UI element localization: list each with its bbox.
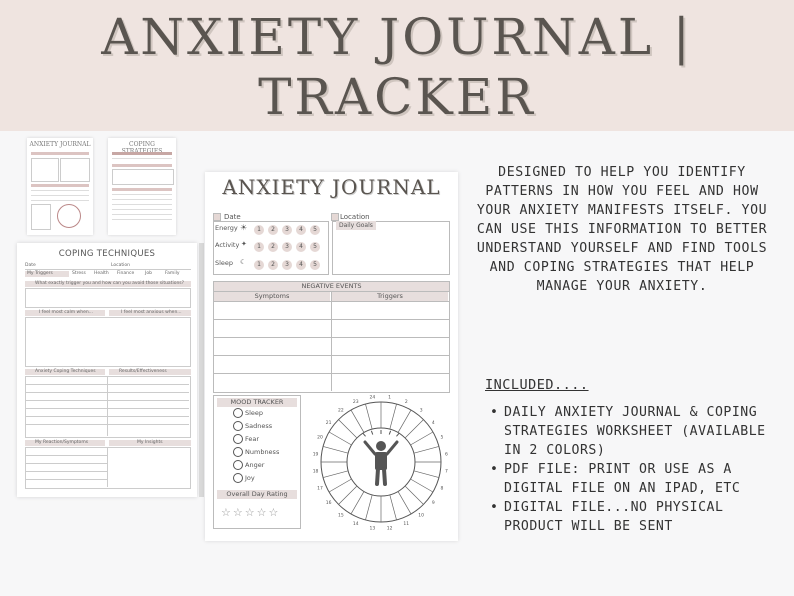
wheel-number: 22 bbox=[337, 408, 344, 414]
wheel-number: 11 bbox=[403, 521, 410, 527]
coping-question-field[interactable] bbox=[25, 288, 191, 308]
mood-option[interactable]: Sleep bbox=[233, 408, 263, 418]
wheel-number: 4 bbox=[431, 420, 435, 426]
wheel-number: 7 bbox=[444, 469, 448, 475]
mood-option[interactable]: Numbness bbox=[233, 447, 279, 457]
wheel-spoke bbox=[365, 495, 372, 520]
wheel-number: 1 bbox=[388, 395, 392, 401]
coping-triggers-label: My Triggers bbox=[27, 271, 53, 276]
radiance-mark bbox=[363, 433, 366, 436]
triggers-header: Triggers bbox=[332, 292, 448, 301]
wheel-spoke bbox=[405, 486, 423, 504]
anxiety-journal-page[interactable] bbox=[205, 172, 458, 541]
radiance-mark bbox=[396, 433, 399, 436]
wheel-spoke bbox=[390, 495, 397, 520]
wheel-number: 18 bbox=[312, 469, 319, 475]
mood-tracker-header: MOOD TRACKER bbox=[217, 398, 297, 407]
sleep-scale-4[interactable]: 4 bbox=[296, 260, 306, 270]
person-leg-icon bbox=[377, 469, 378, 484]
wheel-number: 6 bbox=[444, 452, 448, 458]
trigger-option[interactable]: Finance bbox=[117, 271, 135, 276]
mood-option[interactable]: Fear bbox=[233, 434, 259, 444]
journal-location-label: Location bbox=[340, 213, 370, 221]
wheel-spoke bbox=[323, 471, 348, 478]
wheel-spoke bbox=[405, 420, 423, 438]
wheel-number: 2 bbox=[404, 400, 408, 406]
wheel-spoke bbox=[323, 446, 348, 453]
wheel-spoke bbox=[365, 404, 372, 429]
mood-checkbox-icon[interactable] bbox=[233, 473, 243, 483]
included-list bbox=[490, 403, 780, 536]
wheel-spoke bbox=[339, 486, 357, 504]
thumbnail-anxiety-journal[interactable] bbox=[27, 138, 93, 235]
page-divider bbox=[199, 243, 204, 497]
mood-option[interactable]: Joy bbox=[233, 473, 255, 483]
trigger-option[interactable]: Job bbox=[145, 271, 152, 276]
description-text: DESIGNED TO HELP YOU IDENTIFY PATTERNS IN HOW YOU FEEL AND HOW YOUR ANXIETY MANIFESTS ITSELF. YOU CAN USE THIS INFORMATION TO BETTER UNDERSTAND YOURSELF AND FIND TOOLS AND COPING STRATEGIES THAT HELP MANAGE YOUR ANXIETY. bbox=[476, 165, 768, 294]
wheel-number: 9 bbox=[431, 501, 435, 507]
trigger-option[interactable]: Family bbox=[165, 271, 180, 276]
included-item: • DIGITAL FILE...NO PHYSICAL PRODUCT WILL BE SENT bbox=[490, 498, 780, 536]
sleep-scale-3[interactable]: 3 bbox=[282, 260, 292, 270]
person-leg-icon bbox=[384, 469, 385, 484]
energy-icon: ☀ bbox=[240, 223, 248, 232]
wheel-spoke bbox=[329, 432, 352, 445]
mood-option[interactable]: Anger bbox=[233, 460, 264, 470]
insights-label: My Insights bbox=[137, 440, 163, 445]
wheel-number: 19 bbox=[312, 452, 319, 458]
title-banner bbox=[0, 0, 794, 131]
wheel-spoke bbox=[339, 420, 357, 438]
calm-label: I feel most calm when... bbox=[39, 310, 93, 315]
mood-checkbox-icon[interactable] bbox=[233, 421, 243, 431]
activity-scale-3[interactable]: 3 bbox=[282, 242, 292, 252]
wheel-number: 13 bbox=[369, 526, 376, 532]
radiance-mark bbox=[371, 431, 372, 435]
mood-checkbox-icon[interactable] bbox=[233, 447, 243, 457]
mood-checkbox-icon[interactable] bbox=[233, 408, 243, 418]
thumbnail-coping-strategies[interactable] bbox=[108, 138, 176, 235]
wheel-spoke bbox=[414, 471, 439, 478]
person-body-icon bbox=[375, 452, 387, 470]
thumbnail-title: COPING bbox=[129, 141, 155, 148]
wheel-spoke bbox=[398, 410, 411, 433]
included-title: INCLUDED.... bbox=[485, 377, 589, 393]
thumbnail-title: ANXIETY JOURNAL bbox=[29, 141, 91, 148]
radiance-mark bbox=[389, 431, 390, 435]
activity-scale-2[interactable]: 2 bbox=[268, 242, 278, 252]
date-icon bbox=[213, 213, 221, 221]
mood-checkbox-icon[interactable] bbox=[233, 434, 243, 444]
techniques-label: Anxiety Coping Techniques bbox=[35, 369, 96, 374]
wheel-number: 17 bbox=[317, 486, 323, 492]
metric-label: Energy bbox=[215, 224, 238, 232]
wheel-number: 8 bbox=[440, 486, 444, 492]
wheel-number: 5 bbox=[440, 435, 444, 441]
person-arm-icon bbox=[365, 442, 375, 454]
person-head-icon bbox=[376, 441, 386, 451]
energy-scale-5[interactable]: 5 bbox=[310, 225, 320, 235]
reaction-label: My Reaction/Symptoms bbox=[35, 440, 89, 445]
metric-label: Activity bbox=[215, 241, 240, 249]
wheel-number: 21 bbox=[325, 420, 332, 426]
overall-rating-header: Overall Day Rating bbox=[217, 490, 297, 499]
mood-option[interactable]: Sadness bbox=[233, 421, 272, 431]
activity-scale-1[interactable]: 1 bbox=[254, 242, 264, 252]
techniques-table[interactable] bbox=[25, 376, 191, 438]
coping-location-label: Location bbox=[111, 263, 131, 268]
wheel-spoke bbox=[398, 491, 411, 514]
wheel-number: 10 bbox=[418, 513, 425, 519]
journal-date-label: Date bbox=[224, 213, 241, 221]
negative-events-header: NEGATIVE EVENTS bbox=[214, 282, 449, 291]
wheel-number: 14 bbox=[352, 521, 359, 527]
wheel-number: 3 bbox=[419, 408, 423, 414]
wheel-spoke bbox=[351, 491, 364, 514]
wheel-number: 24 bbox=[369, 395, 376, 401]
energy-scale-2[interactable]: 2 bbox=[268, 225, 278, 235]
sleep-scale-1[interactable]: 1 bbox=[254, 260, 264, 270]
location-icon bbox=[331, 213, 339, 221]
wheel-number: 16 bbox=[325, 501, 332, 507]
symptoms-header: Symptoms bbox=[214, 292, 330, 301]
included-item: • DAILY ANXIETY JOURNAL & COPING STRATEGIES WORKSHEET (AVAILABLE IN 2 COLORS) bbox=[490, 403, 780, 460]
wheel-spoke bbox=[414, 446, 439, 453]
banner-title-line2: TRACKER bbox=[258, 68, 536, 126]
reaction-table[interactable] bbox=[25, 447, 191, 489]
calm-anxious-field[interactable] bbox=[25, 317, 191, 367]
wheel-number: 23 bbox=[352, 400, 359, 406]
coping-question: What exactly trigger you and how can you avoid those situations? bbox=[35, 281, 185, 286]
wheel-number: 15 bbox=[337, 513, 344, 519]
coping-techniques-sheet[interactable] bbox=[17, 243, 197, 497]
person-arm-icon bbox=[387, 442, 397, 454]
daily-goals-label: Daily Goals bbox=[336, 221, 376, 230]
energy-scale-1[interactable]: 1 bbox=[254, 225, 264, 235]
sleep-scale-5[interactable]: 5 bbox=[310, 260, 320, 270]
wheel-spoke bbox=[410, 479, 433, 492]
mood-wheel[interactable] bbox=[308, 389, 454, 535]
wheel-spoke bbox=[410, 432, 433, 445]
sleep-scale-2[interactable]: 2 bbox=[268, 260, 278, 270]
wheel-graphic bbox=[313, 395, 448, 532]
coping-date-label: Date bbox=[25, 263, 36, 268]
energy-scale-3[interactable]: 3 bbox=[282, 225, 292, 235]
sleep-icon: ☾ bbox=[240, 258, 247, 266]
results-label: Results/Effectiveness bbox=[119, 369, 167, 374]
wheel-number: 12 bbox=[386, 526, 393, 532]
wheel-spoke bbox=[351, 410, 364, 433]
wheel-spoke bbox=[329, 479, 352, 492]
activity-icon: ✦ bbox=[241, 240, 247, 248]
trigger-option[interactable]: Health bbox=[94, 271, 109, 276]
included-item: • PDF FILE: PRINT OR USE AS A DIGITAL FILE ON AN IPAD, ETC bbox=[490, 460, 780, 498]
trigger-option[interactable]: Stress bbox=[72, 271, 86, 276]
mood-checkbox-icon[interactable] bbox=[233, 460, 243, 470]
energy-scale-4[interactable]: 4 bbox=[296, 225, 306, 235]
activity-scale-4[interactable]: 4 bbox=[296, 242, 306, 252]
wheel-number: 20 bbox=[317, 435, 323, 441]
coping-title: COPING TECHNIQUES bbox=[58, 249, 156, 259]
banner-title-line1: ANXIETY JOURNAL | bbox=[101, 8, 693, 66]
activity-scale-5[interactable]: 5 bbox=[310, 242, 320, 252]
journal-title: ANXIETY JOURNAL bbox=[222, 175, 441, 199]
wheel-spoke bbox=[390, 404, 397, 429]
metric-label: Sleep bbox=[215, 259, 234, 267]
anxious-label: I feel most anxious when... bbox=[121, 310, 182, 315]
star-rating-icon[interactable]: ☆☆☆☆☆ bbox=[221, 506, 281, 519]
